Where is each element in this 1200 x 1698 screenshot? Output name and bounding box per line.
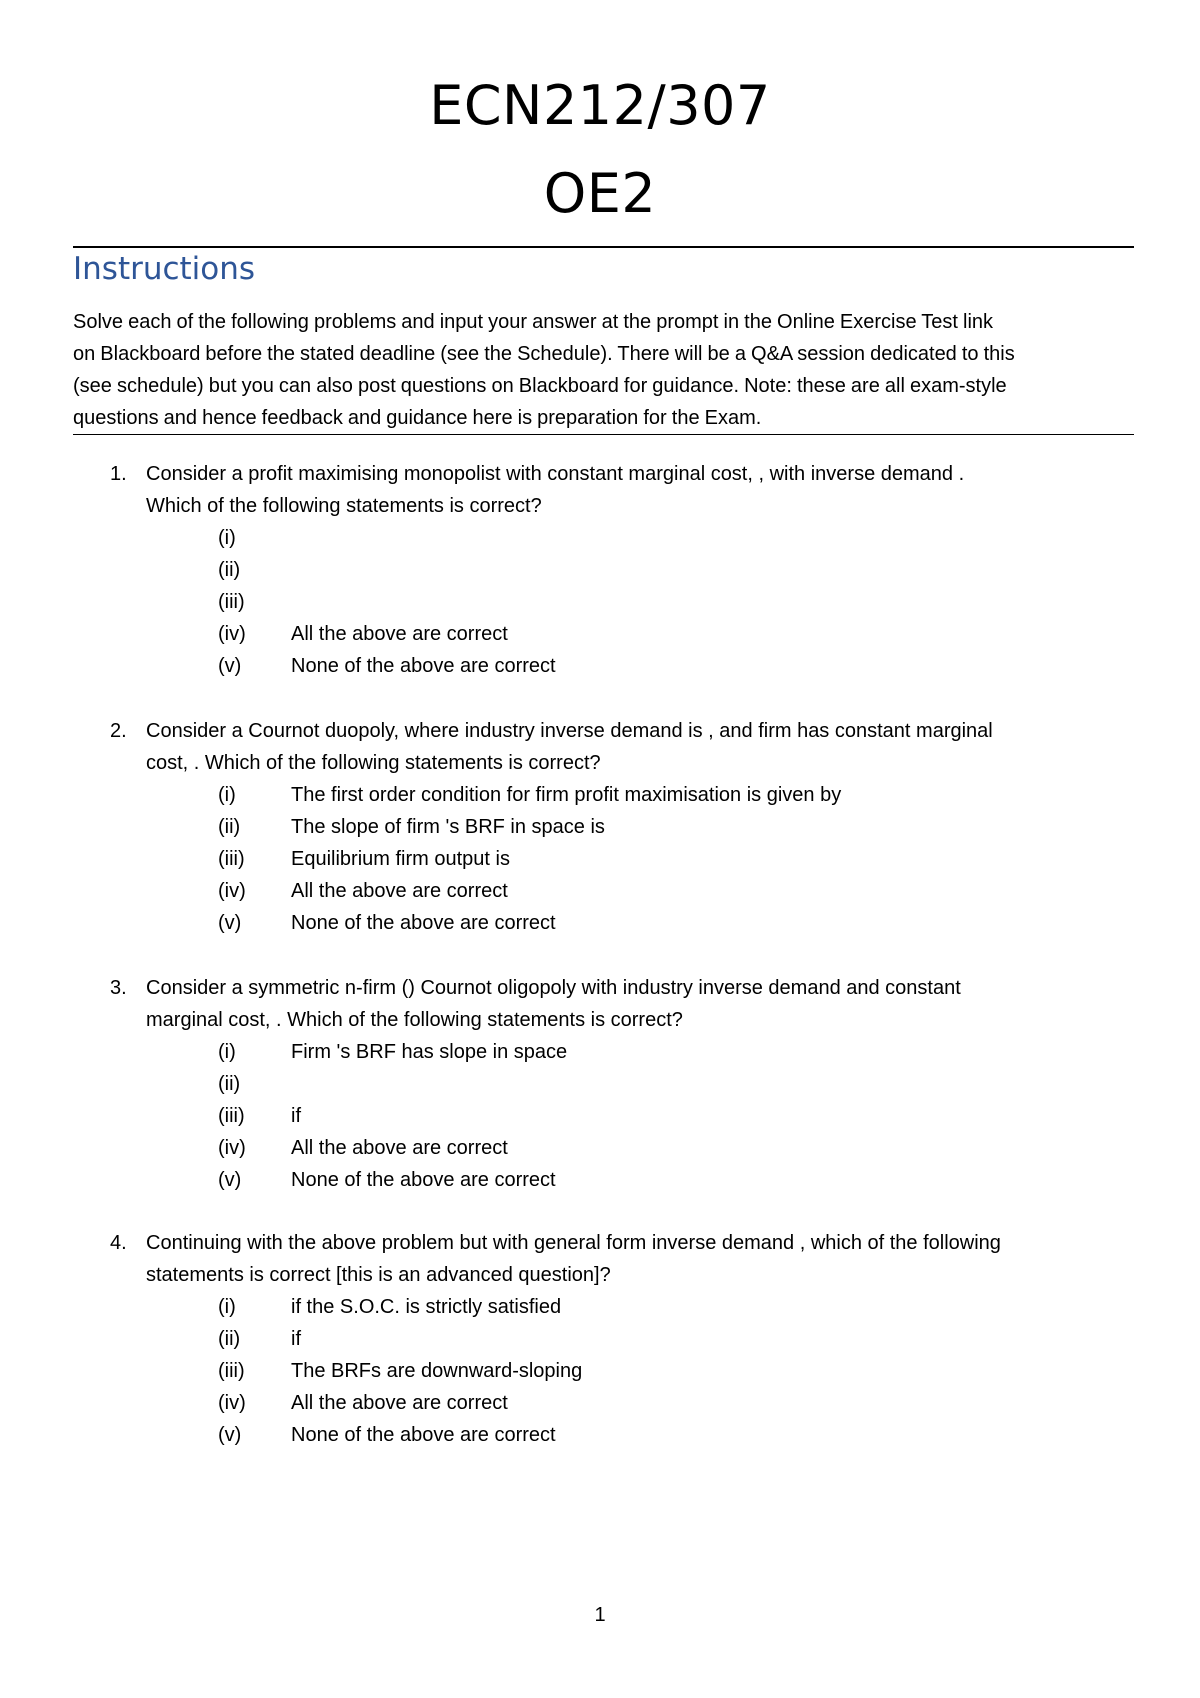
option-i xyxy=(0,522,1200,554)
option-label: (ii) xyxy=(218,559,241,581)
question-line: Consider a Cournot duopoly, where industry inverse demand is , and firm has constant marginal xyxy=(146,720,993,742)
question-text xyxy=(146,458,1136,522)
option-label: (v) xyxy=(218,912,242,934)
option-label: (iv) xyxy=(218,1137,246,1159)
instructions-line: questions and hence feedback and guidance here is preparation for the Exam. xyxy=(73,407,762,429)
option-iv xyxy=(0,875,1200,907)
instructions-paragraph xyxy=(73,306,1136,434)
option-iv xyxy=(0,618,1200,650)
option-text: All the above are correct xyxy=(291,1137,508,1159)
course-code-title: ECN212/307 xyxy=(429,74,771,137)
question-line: cost, . Which of the following statements is correct? xyxy=(146,752,601,774)
option-text: The slope of firm 's BRF in space is xyxy=(291,816,605,838)
option-v xyxy=(0,650,1200,682)
option-label: (v) xyxy=(218,1424,242,1446)
option-v xyxy=(0,1419,1200,1451)
option-label: (ii) xyxy=(218,1073,241,1095)
question-number: 2. xyxy=(110,720,127,742)
option-ii xyxy=(0,1323,1200,1355)
option-label: (i) xyxy=(218,1296,236,1318)
option-text: All the above are correct xyxy=(291,1392,508,1414)
option-iii xyxy=(0,1100,1200,1132)
option-label: (iii) xyxy=(218,591,245,613)
option-text: if xyxy=(291,1328,301,1350)
option-iii xyxy=(0,843,1200,875)
option-text: if the S.O.C. is strictly satisfied xyxy=(291,1296,562,1318)
option-text: None of the above are correct xyxy=(291,1169,556,1191)
option-iii xyxy=(0,1355,1200,1387)
title-divider xyxy=(73,246,1134,248)
option-iv xyxy=(0,1387,1200,1419)
question-line: Which of the following statements is correct? xyxy=(146,495,542,517)
question-number: 1. xyxy=(110,463,127,485)
option-ii xyxy=(0,811,1200,843)
option-label: (v) xyxy=(218,655,242,677)
option-ii xyxy=(0,554,1200,586)
option-text: All the above are correct xyxy=(291,623,508,645)
question-line: statements is correct [this is an advanced question]? xyxy=(146,1264,611,1286)
option-text: None of the above are correct xyxy=(291,1424,556,1446)
option-label: (i) xyxy=(218,527,236,549)
option-text: None of the above are correct xyxy=(291,655,556,677)
option-iv xyxy=(0,1132,1200,1164)
instructions-divider xyxy=(73,434,1134,435)
question-line: marginal cost, . Which of the following statements is correct? xyxy=(146,1009,683,1031)
option-label: (iv) xyxy=(218,623,246,645)
option-label: (ii) xyxy=(218,1328,241,1350)
option-label: (iii) xyxy=(218,1360,245,1382)
option-label: (i) xyxy=(218,1041,236,1063)
option-label: (i) xyxy=(218,784,236,806)
option-i xyxy=(0,1291,1200,1323)
option-text: Firm 's BRF has slope in space xyxy=(291,1041,568,1063)
option-label: (iii) xyxy=(218,1105,245,1127)
page-number: 1 xyxy=(594,1604,606,1626)
instructions-line: Solve each of the following problems and input your answer at the prompt in the Online Exercise Test link xyxy=(73,311,994,333)
question-number: 3. xyxy=(110,977,127,999)
question-text xyxy=(146,715,1136,779)
option-ii xyxy=(0,1068,1200,1100)
instructions-line: (see schedule) but you can also post questions on Blackboard for guidance. Note: these are all exam-style xyxy=(73,375,1007,397)
option-v xyxy=(0,907,1200,939)
option-i xyxy=(0,1036,1200,1068)
option-label: (ii) xyxy=(218,816,241,838)
question-line: Consider a symmetric n-firm () Cournot oligopoly with industry inverse demand and constant xyxy=(146,977,961,999)
question-text xyxy=(146,1227,1136,1291)
instructions-line: on Blackboard before the stated deadline (see the Schedule). There will be a Q&A session dedicated to this xyxy=(73,343,1015,365)
question-text xyxy=(146,972,1136,1036)
option-iii xyxy=(0,586,1200,618)
question-line: Consider a profit maximising monopolist with constant marginal cost, , with inverse demand . xyxy=(146,463,965,485)
question-number: 4. xyxy=(110,1232,127,1254)
option-text: All the above are correct xyxy=(291,880,508,902)
option-v xyxy=(0,1164,1200,1196)
option-text: Equilibrium firm output is xyxy=(291,848,510,870)
instructions-heading: Instructions xyxy=(73,251,256,287)
option-label: (iv) xyxy=(218,1392,246,1414)
option-i xyxy=(0,779,1200,811)
option-text: The BRFs are downward-sloping xyxy=(291,1360,583,1382)
option-text: None of the above are correct xyxy=(291,912,556,934)
question-line: Continuing with the above problem but with general form inverse demand , which of the following xyxy=(146,1232,1001,1254)
option-label: (v) xyxy=(218,1169,242,1191)
exercise-title: OE2 xyxy=(543,162,657,225)
option-text: if xyxy=(291,1105,301,1127)
option-text: The first order condition for firm profit maximisation is given by xyxy=(291,784,842,806)
option-label: (iv) xyxy=(218,880,246,902)
option-label: (iii) xyxy=(218,848,245,870)
